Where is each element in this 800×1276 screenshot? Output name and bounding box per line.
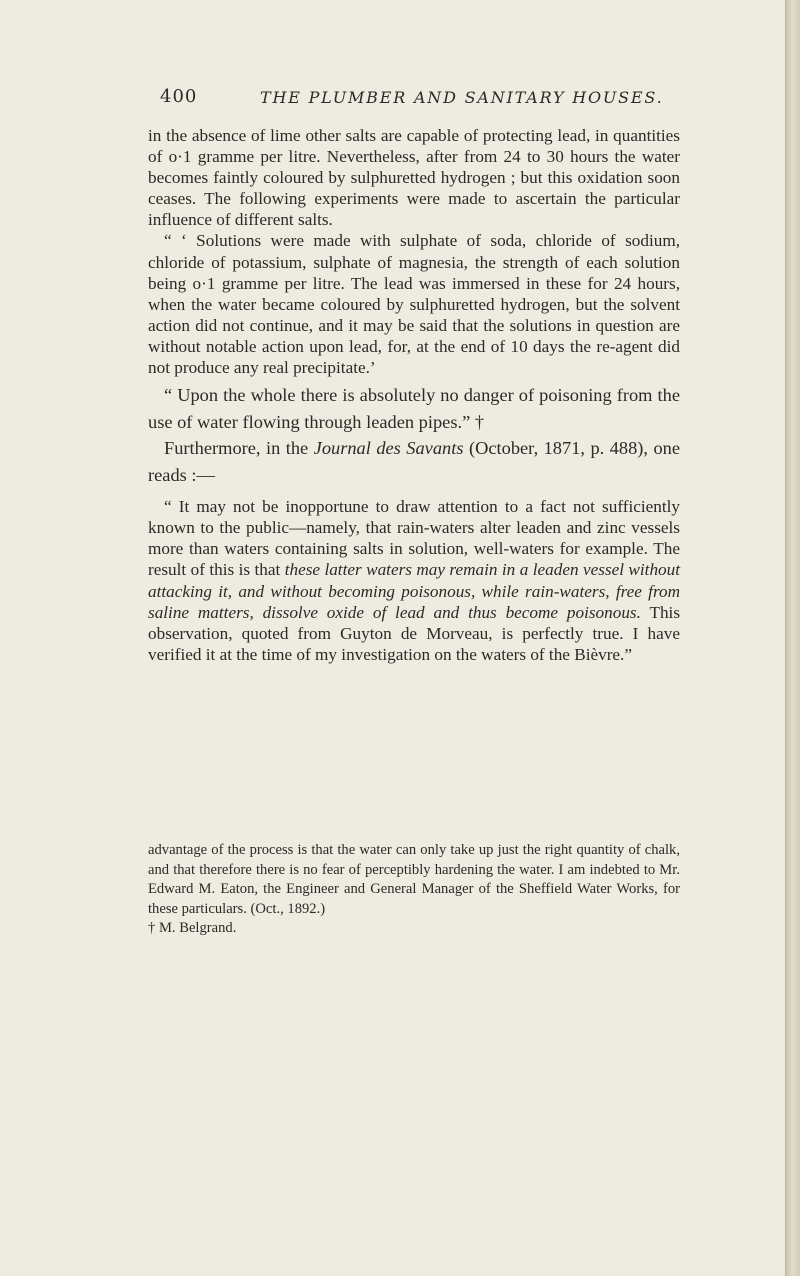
paragraph-quote-rain-waters bbox=[148, 496, 680, 665]
page-edge bbox=[785, 0, 800, 1276]
spacer bbox=[148, 488, 680, 496]
paragraph-absence-of-lime: in the absence of lime other salts are capable of protecting lead, in quantities of o·1 gramme per litre. Nevertheless, after from 24 to 30 hours the water becomes faintly coloured by sulphuretted hydrogen ; but this oxidation soon ceases. The following experiments were made to ascertain the particular influence of different salts. bbox=[148, 126, 680, 230]
furthermore-text: Furthermore, in the bbox=[164, 438, 314, 459]
page-number: 400 bbox=[160, 86, 198, 107]
footnote-continuation: advantage of the process is that the water can only take up just the right quantity of chalk, and that therefore there is no fear of perceptibly hardening the water. I am indebted to Mr. Edward M. Eaton, the Engineer and General Manager of the Sheffield Water Works, for these particulars. (Oct., 1892.) bbox=[148, 842, 680, 917]
paragraph-upon-the-whole: “ Upon the whole there is absolutely no danger of poisoning from the use of water flowing through leaden pipes.” † bbox=[148, 385, 680, 432]
paragraph-furthermore bbox=[148, 435, 680, 488]
quote-conclusion: This observation, quoted from Guyton de Morveau, is perfectly true. I have verified it at the time of my investigation on the waters of the Bièvre.” bbox=[148, 602, 681, 664]
body-text bbox=[148, 125, 680, 665]
running-head: THE PLUMBER AND SANITARY HOUSES. bbox=[260, 88, 664, 107]
paragraph-solutions: “ ‘ Solutions were made with sulphate of soda, chloride of sodium, chloride of potassium, sulphate of magnesia, the strength of each solution being o·1 gramme per litre. The lead was immersed in these for 24 hours, when the water became coloured by sulphuretted hydrogen, but the solvent action did not continue, and it may be said that the solutions in question are without notable action upon lead, for, at the end of 10 days the re-agent did not produce any real precipitate.’ bbox=[148, 231, 680, 378]
furthermore-citation: (October, 1871, p. 488), one reads :— bbox=[148, 438, 680, 485]
quote-italic: these latter waters may remain in a leaden vessel without attacking it, and without becoming poisonous, while rain-waters, free from saline matters, dissolve oxide of lead and thus become poisonous. bbox=[148, 560, 680, 622]
quote-intro: “ It may not be inopportune to draw attention to a fact not sufficiently known to the public—namely, that rain-waters alter leaden and zinc vessels more than waters containing salts in solution, well-waters for example. The result of this is that bbox=[148, 497, 680, 580]
footnotes bbox=[148, 841, 680, 939]
journal-title: Journal des Savants bbox=[313, 438, 464, 459]
footnote-belgrand: † M. Belgrand. bbox=[148, 920, 237, 936]
